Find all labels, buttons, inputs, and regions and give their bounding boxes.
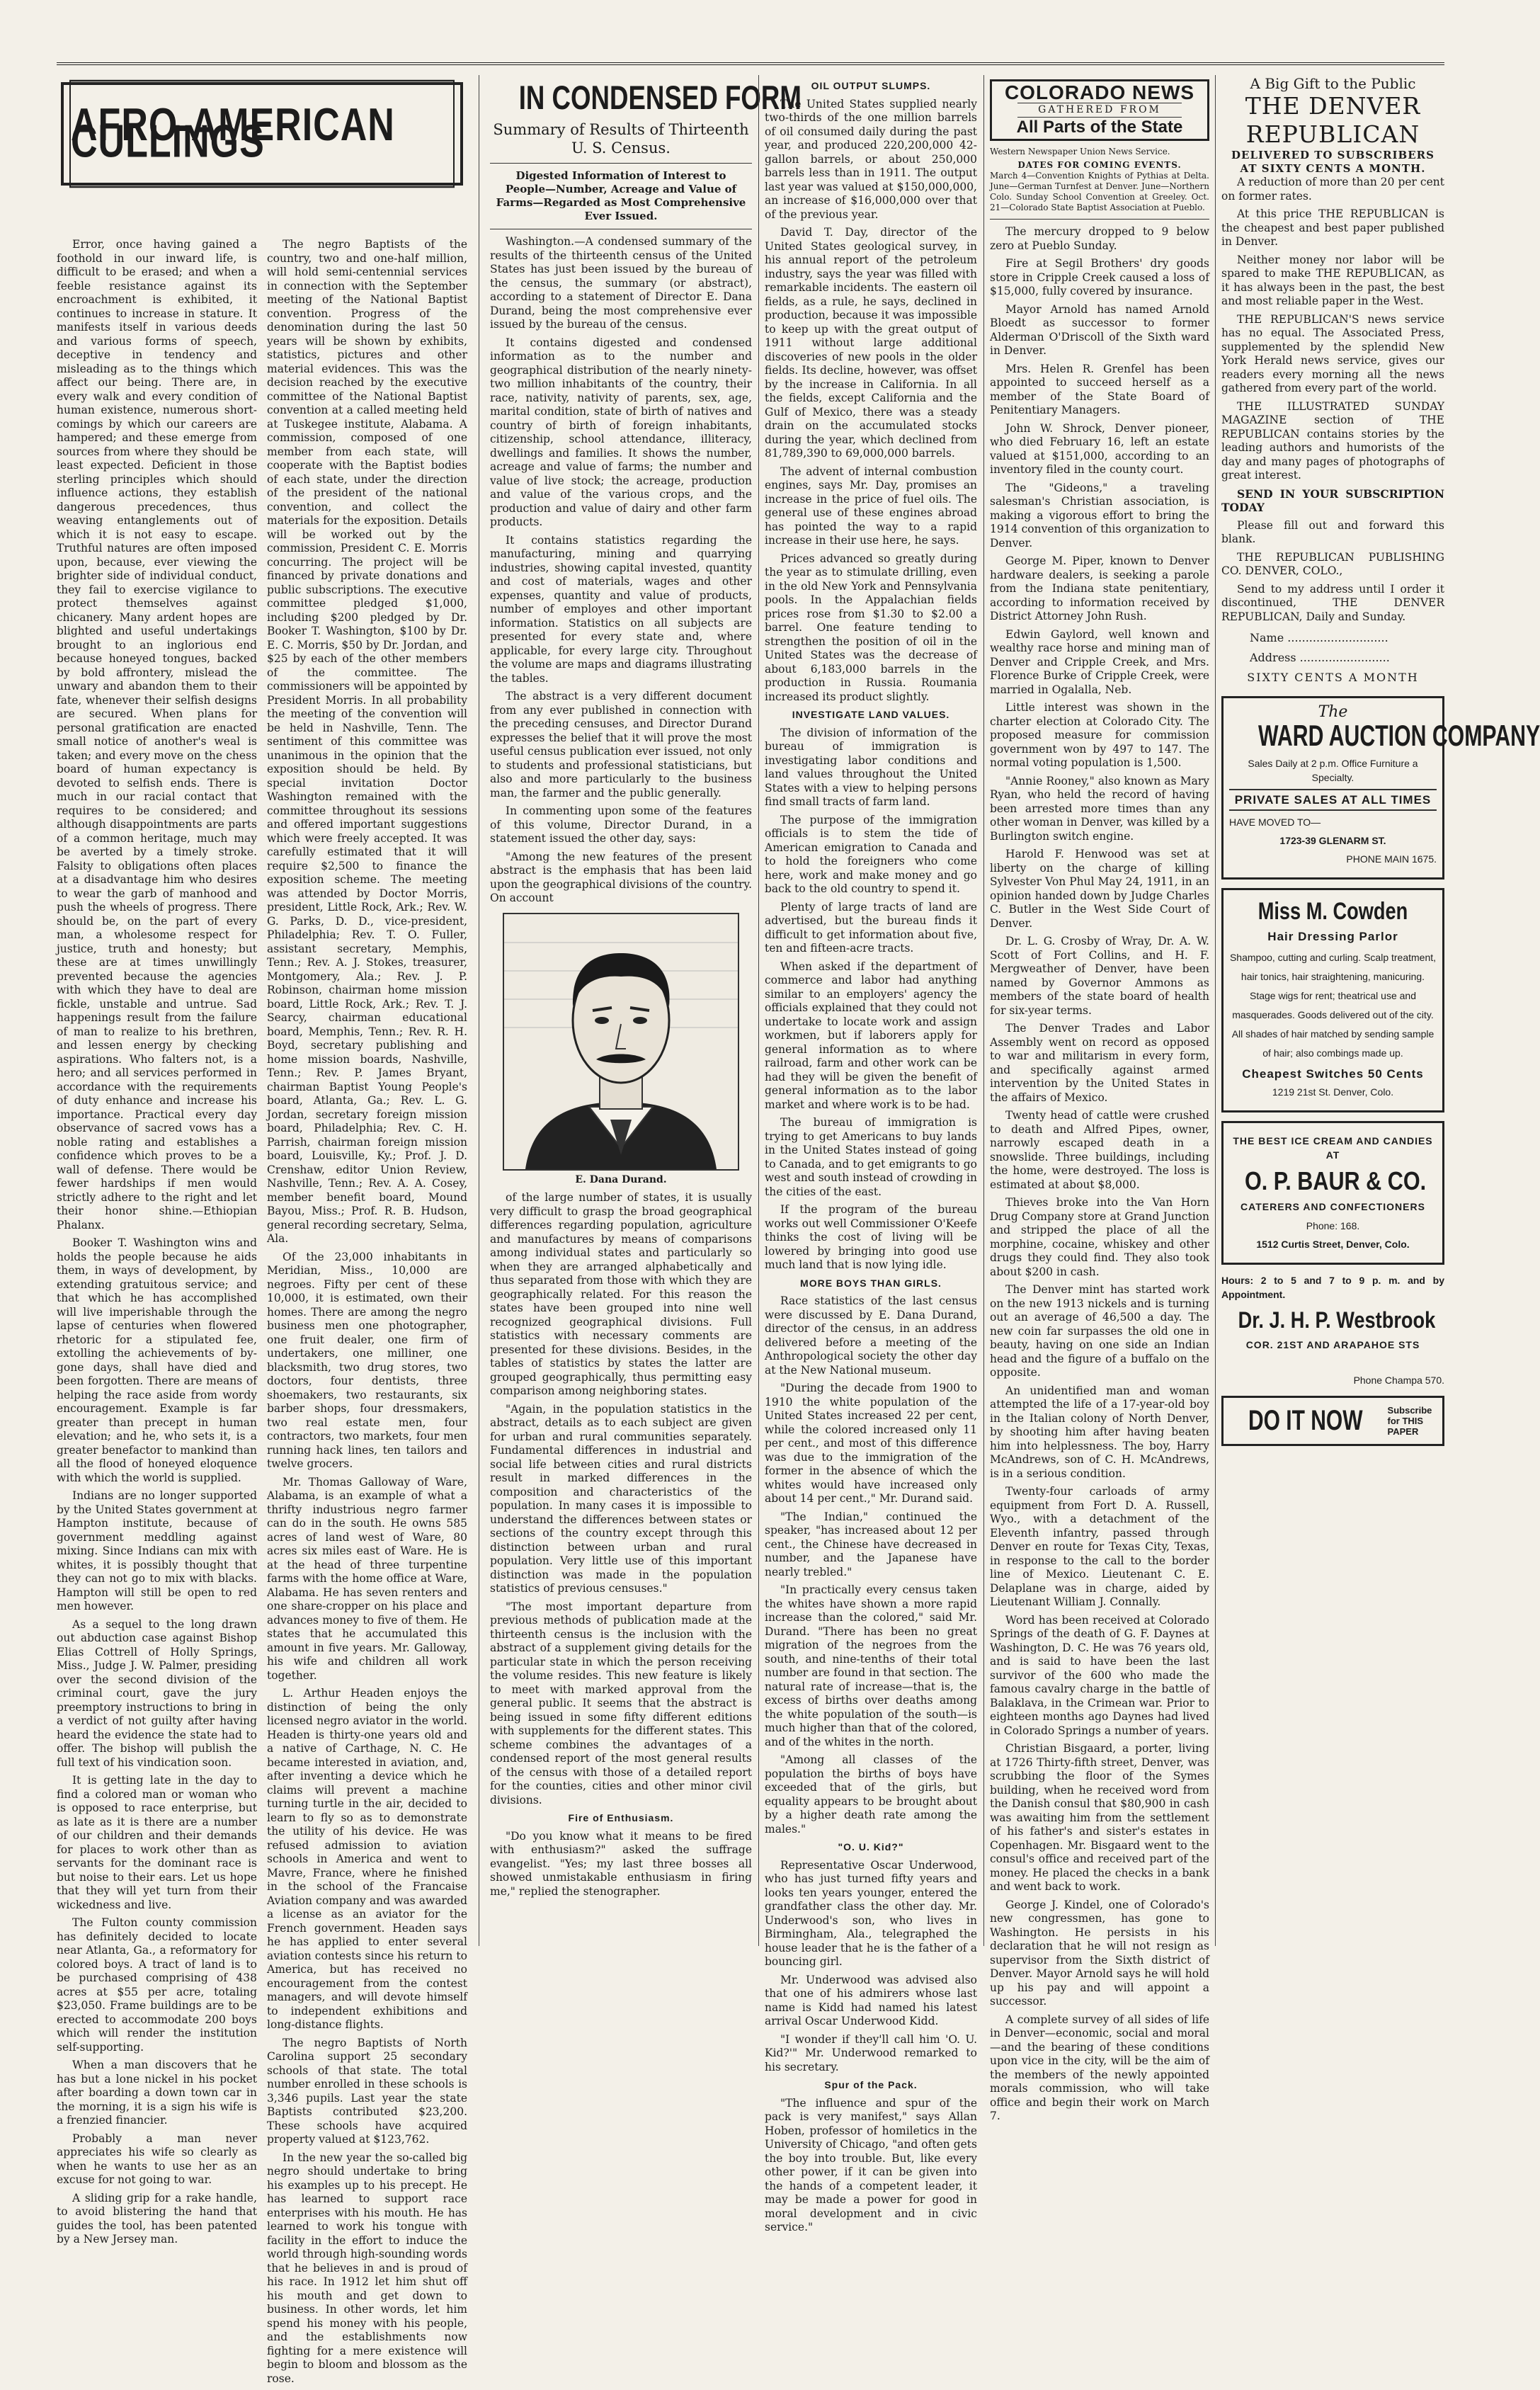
article-text: The bureau of immigration is trying to get Americans to buy lands in the United States instead of going to Canada, and to get emigrants to go west and south instead of crowding in the cities of the east. bbox=[765, 1116, 977, 1198]
masthead-box bbox=[61, 82, 463, 186]
address-field[interactable]: Address ......................... bbox=[1250, 651, 1390, 664]
article-text: Error, once having gained a foothold in our inward life, is difficult to be erased; and when a feeble resistance against its encroachment is exhibited, it continues to increase in stature. It manifests itself in various deeds and various forms of speech, deceptive in tendency and misleading as to the things which affect our being. There are, in every walk and every condition of human existence, numerous short-comings by which our careers are hampered; and these emerge from sources from where they should be least expected. Deficient in those sterling principles which should influence actions, they establish dangerous precedences, thus weaving entanglements out of which it is not easy to escape. Truthful natures are often imposed upon, because, ever viewing the brighter side of individual conduct, they fail to exercise vigilance to protect themselves against chicanery. Many ardent hopes are blighted and useful undertakings brought to an inglorious end because honeyed tongues, backed by bold affrontery, mislead the unwary and abandon them to their fate, whenever their selfish designs are secured. When plans for personal gratification are enacted small notice of another's weal is taken; and every move on the chess board of human expectancy is devoted to selfish ends. There is much in our racial contact that requires to be considered; and although disappointments are parts of a common heritage, much may be averted by a timely stroke. Falsity to obligations often places at a disadvantage him who desires to wear the garb of manhood and push the wheels of progress. There should be, on the part of every man, a wholesome respect for justice, truth and honesty; but these are at times unwillingly prevented because the agencies with which they have to deal are fickle, unstable and untrue. Sad happenings result from the failure of man to realize to his brethren, and lessen energy by checking aspirations. Who falters not, is a hero; and all services performed in accordance with the requirements of duty enhance and increase his importance. Practical every day observance of sacred vows has a noble rating and establishes a confidence which proves to be a wall of defense. There would be fewer hardships if men would strictly adhere to the right and let their honor shine.—Ethiopian Phalanx. bbox=[57, 238, 257, 1231]
portrait-caption: E. Dana Durand. bbox=[575, 1173, 667, 1185]
denver-republican-ad bbox=[1221, 75, 1444, 176]
ward-address: 1723-39 GLENARM ST. bbox=[1279, 835, 1386, 846]
news-item: Christian Bisgaard, a porter, living at 1726 Thirty-fifth street, Denver, was scrubbing the floor of the Symes building, when he received word from the Danish consul that $80,900 in cash was awaiting him from the settlement of his father's and sister's estates in Copenhagen. Mr. Bisgaard went to the consul's office and received part of the money. He placed the checks in a bank and went back to work. bbox=[990, 1742, 1209, 1893]
cowden-name: Miss M. Cowden bbox=[1257, 898, 1408, 925]
ad-text: Neither money nor labor will be spared to make THE REPUBLICAN, as it has always been in the past, the best and most reliable paper in the West. bbox=[1221, 253, 1444, 307]
section-heading: Spur of the Pack. bbox=[824, 2079, 918, 2090]
baur-name: O. P. BAUR & CO. bbox=[1244, 1166, 1427, 1195]
portrait-illustration bbox=[503, 913, 739, 1171]
baur-phone: Phone: 168. bbox=[1306, 1219, 1360, 1231]
subheadline: Summary of Results of Thirteenth U. S. Census. bbox=[493, 121, 749, 157]
ad-text: THE ILLUSTRATED SUNDAY MAGAZINE section of THE REPUBLICAN contains stories by the leading authors and humorists of the day and many pages of photographs of great interest. bbox=[1221, 399, 1444, 482]
article-text: "Do you know what it means to be fired with enthusiasm?" asked the suffrage evangelist. "Yes; my last three bosses all showed unmistakable enthusiasm in firing me," replied the stenographer. bbox=[490, 1829, 752, 1898]
gathered-from: GATHERED FROM bbox=[1017, 103, 1182, 118]
article-text: "Again, in the population statistics in the abstract, details as to each subject are given for urban and rural communities separately. Fundamental differences in industrial and social life between cities and rural districts result in marked differences in the composition and characteristics of the population. In many cases it is impossible to understand the differences between states or sections of the country except through this distinction between urban and rural population. Very little use of this important distinction was made in the population statistics of previous censuses." bbox=[490, 1402, 752, 1595]
article-text: The advent of internal combustion engines, says Mr. Day, promises an increase in the price of fuel oils. The general use of these engines abroad has pointed the way to a rapid increase in their use here, he says. bbox=[765, 465, 977, 547]
ad-text: THE REPUBLICAN'S news service has no equal. The Associated Press, supplemented by the splendid New York Herald news service, gives our readers every morning all the news gathered from every part of the world. bbox=[1221, 312, 1444, 394]
article-text: A sliding grip for a rake handle, to avoid blistering the hand that guides the tool, has been patented by a New Jersey man. bbox=[57, 2191, 257, 2246]
ad-text: Send to my address until I order it discontinued, THE DENVER REPUBLICAN, Daily and Sunday. bbox=[1221, 582, 1444, 623]
dates-box bbox=[990, 160, 1209, 213]
ward-the: The bbox=[1318, 703, 1348, 721]
column-oil-output bbox=[765, 75, 977, 2233]
portrait-icon bbox=[504, 914, 738, 1169]
do-it-now: DO IT NOW bbox=[1248, 1404, 1363, 1436]
column-colorado-news bbox=[990, 75, 1209, 2122]
column-advertisements bbox=[1221, 75, 1540, 1945]
article-text: "During the decade from 1900 to 1910 the white population of the United States increased 22 per cent, while the colored increased only 11 per cent., and most of this difference was due to the immigration of the former in the absence of which the whites would have increased only about 14 per cent.," Mr. Durand said. bbox=[765, 1382, 977, 1505]
newspaper-page bbox=[57, 62, 1540, 2385]
masthead-title: AFRO-AMERICAN CULLINGS bbox=[69, 80, 455, 188]
column-afro-american bbox=[57, 75, 467, 2385]
article-text: The division of information of the bureau of immigration is investigating labor conditions and land values throughout the United States with a view to helping persons find small tracts of farm land. bbox=[765, 726, 977, 808]
colorado-news-title: COLORADO NEWS bbox=[1004, 81, 1195, 103]
divider bbox=[490, 163, 752, 164]
article-text: The abstract is a very different document from any ever published in connection with the preceding censuses, and Director Durand expresses the belief that it will prove the most useful census publication ever issued, not only to students and professional statisticians, but also and more particularly to the business man, the farmer and the public generally. bbox=[490, 690, 752, 799]
news-item: Thieves broke into the Van Horn Drug Company store at Grand Junction and stripped the place of all the morphine, cocaine, whiskey and other drugs they could find. They also took about $200 in cash. bbox=[990, 1196, 1209, 1278]
section-heading: OIL OUTPUT SLUMPS. bbox=[811, 80, 931, 91]
address-label: Address bbox=[1250, 651, 1296, 664]
news-service: Western Newspaper Union News Service. bbox=[990, 146, 1170, 157]
news-item: The "Gideons," a traveling salesman's Christian association, is making a vigorous effort to bring the 1914 convention of this organization to Denver. bbox=[990, 481, 1209, 550]
ad-text: A reduction of more than 20 per cent on former rates. bbox=[1221, 176, 1444, 203]
article-text: It contains digested and condensed information as to the number and geographical distribution of the nearly ninety-two million inhabitants of the country, their race, nativity, nativity of parents, sex, age, marital condition, state of birth of natives and country of birth of foreign inhabitants, citizenship, school attendance, illiteracy, dwellings and families. It shows the number, acreage and value of farms; the number and value of live stock; the acreage, production and value of the various crops, and the production and value of dairy and other farm products. bbox=[490, 336, 752, 528]
subscription-form bbox=[1221, 628, 1444, 688]
ward-sales: Sales Daily at 2 p.m. Office Furniture a Specialty. bbox=[1248, 757, 1418, 783]
article-text: When asked if the department of commerce and labor had anything similar to an employers' agency the officials explained that they could not undertake to locate work and assign workmen, but if laborers apply for general information as to where railroad, farm and other work can be had they will be given the benefit of general information as to the labor market and where work is to be had. bbox=[765, 960, 977, 1111]
news-item: Mayor Arnold has named Arnold Bloedt as successor to former Alderman O'Driscoll of the Sixth ward in Denver. bbox=[990, 302, 1209, 357]
article-text: "The Indian," continued the speaker, "has increased about 12 per cent., the Chinese have decreased in number, and the Japanese have nearly trebled." bbox=[765, 1510, 977, 1578]
baur-address: 1512 Curtis Street, Denver, Colo. bbox=[1256, 1238, 1410, 1250]
do-it-now-ad bbox=[1221, 1396, 1444, 1446]
article-text: In the new year the so-called big negro should undertake to bring his examples up to his precept. He has learned to support race enterprises with his mouth. He has learned to work his tongue with facility in the effort to induce the world through high-sounding words that he believes in and is proud of his race. In 1912 let him shut off his mouth and get down to business. In other words, let him spend his money with his people, and the establishments now fighting for a mere existence will begin to bloom and blossom as the rose. bbox=[267, 2151, 467, 2385]
news-item: The mercury dropped to 9 below zero at Pueblo Sunday. bbox=[990, 225, 1209, 252]
westbrook-hours: Hours: 2 to 5 and 7 to 9 p. m. and by Appointment. bbox=[1221, 1274, 1444, 1300]
baur-ad bbox=[1221, 1121, 1444, 1265]
article-text: Of the 23,000 inhabitants in Meridian, Miss., 10,000 are negroes. Fifty per cent of these 10,000, it is estimated, own their homes. There are among the negro business men one photographer, one fruit dealer, one firm of undertakers, one milliner, one blacksmith, two drug stores, two doctors, four dentists, three shoemakers, two restaurants, six barber shops, four dressmakers, two real estate men, four contractors, two markets, four men running hack lines, ten tailors and twelve grocers. bbox=[267, 1250, 467, 1470]
news-item: An unidentified man and woman attempted the life of a 17-year-old boy in the Italian colony of North Denver, by shooting him after having beaten him into helplessness. The boy, Harry McAndrews, son of C. H. McAndrews, is in a serious condition. bbox=[990, 1384, 1209, 1480]
section-heading: INVESTIGATE LAND VALUES. bbox=[792, 709, 950, 720]
cowden-ad bbox=[1221, 888, 1444, 1113]
article-text: Mr. Thomas Galloway of Ware, Alabama, is an example of what a thrifty industrious negro farmer can do in the south. He owns 585 acres of land west of Ware, 80 acres six miles east of Ware. He is at the head of three turpentine farms with the home office at Ware, Alabama. He has seven renters and one share-cropper on his place and advances money to five of them. He states that he accumulated this amount in five years. Mr. Galloway, his wife and children all work together. bbox=[267, 1475, 467, 1682]
westbrook-ad bbox=[1221, 1273, 1444, 1388]
section-heading: "O. U. Kid?" bbox=[838, 1841, 904, 1853]
article-text: Washington.—A condensed summary of the results of the thirteenth census of the United States has just been issued by the bureau of the census, the summary (or abstract), according to a statement of Director E. Dana Durand, being the most comprehensive ever issued by the bureau of the census. bbox=[490, 235, 752, 331]
article-text: Representative Oscar Underwood, who has just turned fifty years and looks ten years younger, entered the grandfather class the other day. Mr. Underwood's son, who lives in Birmingham, Ala., telegraphed the house leader that he is the father of a bouncing girl. bbox=[765, 1858, 977, 1968]
article-text: Plenty of large tracts of land are advertised, but the bureau finds it difficult to get information about five, ten and fifteen-acre tracts. bbox=[765, 900, 977, 955]
cowden-address: 1219 21st St. Denver, Colo. bbox=[1272, 1086, 1394, 1098]
subscribe-text: Subscribe for THIS PAPER bbox=[1387, 1405, 1432, 1437]
news-item: John W. Shrock, Denver pioneer, who died February 16, left an estate valued at $151,000, according to an inventory filed in the county court. bbox=[990, 421, 1209, 476]
column-divider bbox=[758, 75, 759, 1946]
news-item: Fire at Segil Brothers' dry goods store in Cripple Creek caused a loss of $15,000, fully covered by insurance. bbox=[990, 257, 1209, 297]
colorado-news-header bbox=[990, 79, 1209, 141]
news-item: Little interest was shown in the charter election at Colorado City. The proposed measure for commission government won by 497 to 147. The normal voting population is 1,500. bbox=[990, 701, 1209, 769]
section-heading: Fire of Enthusiasm. bbox=[568, 1812, 674, 1823]
column-divider bbox=[1215, 75, 1216, 1946]
article-text: Probably a man never appreciates his wife so clearly as when he wants to use her as an excuse for not going to war. bbox=[57, 2132, 257, 2186]
article-text: of the large number of states, it is usually very difficult to grasp the broad geographical differences regarding population, agriculture and manufactures by means of comparisons among individual states and particularly so when they are arranged alphabetically and thus separated from those with which they are geographically related. For this reason the states have been grouped into nine well recognized geographical divisions. Full statistics with necessary comments are presented for these divisions. Besides, in the tables of statistics by states the latter are grouped geographically, thus permitting easy comparison among neighboring states. bbox=[490, 1191, 752, 1397]
article-text: David T. Day, director of the United States geological survey, in his annual report of the petroleum industry, says the year was filled with remarkable incidents. The eastern oil fields, as a rule, he says, declined in production, because it was impossible to keep up with the great output of 1911 without large additional discoveries of new pools in the older fields. Its decline, however, was offset by the increase in California. In all the fields, except California and the Gulf of Mexico, there was a steady drain on the accumulated stocks during the year, which declined from 81,789,390 to 69,000,000 barrels. bbox=[765, 226, 977, 460]
article-text: Mr. Underwood was advised also that one of his admirers whose last name is Kidd had named his latest arrival Oscar Underwood Kidd. bbox=[765, 1973, 977, 2027]
baur-top: THE BEST ICE CREAM AND CANDIES AT bbox=[1233, 1135, 1433, 1161]
ward-auction-ad bbox=[1221, 696, 1540, 880]
ward-moved: HAVE MOVED TO— bbox=[1229, 816, 1321, 828]
article-text: The purpose of the immigration officials is to stem the tide of American emigration to Canada and to hold the foreigners who come here, work and make money and go back to the old country to spend it. bbox=[765, 813, 977, 895]
article-text: Race statistics of the last census were discussed by E. Dana Durand, director of the census, in an address delivered before a meeting of the Anthropological society the other day at the New National museum. bbox=[765, 1294, 977, 1377]
news-item: The Denver Trades and Labor Assembly went on record as opposed to war and militarism in every form, and specifically against armed intervention by the United States in the affairs of Mexico. bbox=[990, 1022, 1209, 1104]
ward-name: WARD AUCTION COMPANY bbox=[1258, 718, 1540, 752]
article-text: "The influence and spur of the pack is very manifest," says Allan Hoben, professor of homiletics in the University of Chicago, "and often gets the boy into trouble. But, like every other power, if it can be given into the hands of a competent leader, it may be made a power for good in moral development and in civic service." bbox=[765, 2096, 977, 2233]
section-heading: MORE BOYS THAN GIRLS. bbox=[800, 1277, 942, 1289]
news-item: Mrs. Helen R. Grenfel has been appointed to succeed herself as a member of the State Board of Penitentiary Managers. bbox=[990, 362, 1209, 416]
article-text: Prices advanced so greatly during the year as to stimulate drilling, even in the old New York and Pennsylvania pools. In the Appalachian fields prices rose from $1.30 to $2.00 a barrel. One feature tending to strengthen the position of oil in the United States was the decrease of about 6,183,000 barrels in the production in Russia. Roumania increased its product slightly. bbox=[765, 552, 977, 703]
westbrook-phone: Phone Champa 570. bbox=[1353, 1375, 1444, 1386]
dates-title: DATES FOR COMING EVENTS. bbox=[1017, 160, 1182, 170]
article-text: "The most important departure from previous methods of publication made at the thirteenth census is the inclusion with the abstract of a supplement giving details for the particular state in which the person receiving the volume resides. This new feature is likely to meet with marked approval from the general public. It seems that the abstract is being issued in some fifty different editions with supplements for the different states. This scheme combines the advantages of a condensed report of the most general results of the census with those of a detailed report for the counties, cities and other minor civil divisions. bbox=[490, 1600, 752, 1806]
deck: Digested Information of Interest to People—Number, Acreage and Value of Farms—Regarded as Most Comprehensive Ever Issued. bbox=[496, 169, 746, 222]
article-text: Booker T. Washington wins and holds the people because he aids them, in ways of development, by extending gratuitous service; and that which he has accomplished will live imperishable through the lapse of centuries when flowered rhetoric for a stipulated fee, extolling the achievements of by-gone days, shall have died and been forgotten. There are means of helping the race aside from wordy encouragement. Example is far greater than precept in human elevation; and he, who sets it, is a greater benefactor to mankind than all the flood of honeyed eloquence with which the world is supplied. bbox=[57, 1236, 257, 1484]
delivery-line: DELIVERED TO SUBSCRIBERS AT SIXTY CENTS A MONTH. bbox=[1231, 149, 1435, 175]
article-text: "Among the new features of the present abstract is the emphasis that has been laid upon the geographical divisions of the country. On account bbox=[490, 850, 752, 904]
news-item: Harold F. Henwood was set at liberty on the charge of killing Sylvester Von Phul May 24, 1911, in an opinion handed down by Judge Charles C. Butler in the West Side Court of Denver. bbox=[990, 848, 1209, 930]
news-item: George M. Piper, known to Denver hardware dealers, is seeking a parole from the Indiana state penitentiary, according to information received by District Attorney John Rush. bbox=[990, 554, 1209, 622]
article-text: When a man discovers that he has but a lone nickel in his pocket after boarding a down town car in the morning, it is a sign his wife is a frenzied financier. bbox=[57, 2059, 257, 2127]
top-rule bbox=[57, 62, 1444, 65]
news-item: A complete survey of all sides of life in Denver—economic, social and moral—and the bearing of these conditions upon vice in the city, will be the aim of the members of the newly appointed morals commission, who will take office and begin their work on March 7. bbox=[990, 2013, 1209, 2122]
article-text: "In practically every census taken the whites have shown a more rapid increase than the colored," said Mr. Durand. "There has been no great migration of the negroes from the south, and nine-tenths of their total number are found in that section. The natural rate of increase—that is, the excess of births over deaths among the white population of the south—is much higher than that of the colored, and of the whites in the north. bbox=[765, 1583, 977, 1748]
paper-name: THE DENVER REPUBLICAN bbox=[1245, 92, 1421, 148]
ward-private: PRIVATE SALES AT ALL TIMES bbox=[1229, 789, 1437, 812]
name-label: Name bbox=[1250, 631, 1284, 644]
cullings-left bbox=[57, 238, 257, 2251]
article-text: In commenting upon some of the features of this volume, Director Durand, in a statement issued the other day, says: bbox=[490, 804, 752, 845]
westbrook-name: Dr. J. H. P. Westbrook bbox=[1238, 1307, 1436, 1333]
ad-text: At this price THE REPUBLICAN is the cheapest and best paper published in Denver. bbox=[1221, 207, 1444, 248]
article-text: The negro Baptists of the country, two and one-half million, will hold semi-centennial services in connection with the September meeting of the National Baptist convention. Progress of the denomination during the last 50 years will be shown by exhibits, statistics, pictures and other material evidences. This was the decision reached by the executive committee of the National Baptist convention at a called meeting held at Tuskegee institute, Alabama. A commission, composed of one member from each state, will cooperate with the Baptist bodies of each state, under the direction of the president of the national convention, and collect the materials for the exposition. Details will be worked out by the commission, President C. E. Morris concurring. The project will be financed by private donations and public subscriptions. The executive committee pledged $1,000, including $200 pledged by Dr. Booker T. Washington, $100 by Dr. E. C. Morris, $50 by Dr. Jordan, and $25 by each of the other members of the committee. The commissioners will be appointed by President Morris. In all probability the meeting of the convention will be held in Nashville, Tenn. The sentiment of this committee was unanimous in the opinion that the exposition should be held. By special invitation Doctor Washington remained with the committee throughout its sessions and offered important suggestions which were freely accepted. It was carefully estimated that it will require $2,500 to finance the exposition scheme. The meeting was attended by Doctor Morris, president, Little Rock, Ark.; Rev. W. G. Parks, D. D., vice-president, Philadelphia; Rev. T. O. Fuller, assistant secretary, Memphis, Tenn.; Rev. A. J. Stokes, treasurer, Montgomery, Ala.; Rev. J. P. Robinson, chairman home mission board, Little Rock, Ark.; Rev. T. J. Searcy, chairman educational board, Memphis, Tenn.; Rev. R. H. Boyd, secretary publishing and home mission boards, Nashville, Tenn.; Rev. P. James Bryant, chairman Baptist Young People's board, Atlanta, Ga.; Rev. L. G. Jordan, secretary foreign mission board, Philadelphia; Rev. C. H. Parrish, chairman foreign mission board, Louisville, Ky.; Prof. J. D. Crenshaw, editor Union Review, Nashville, Tenn.; Rev. A. A. Cosey, member benefit board, Mound Bayou, Miss.; Prof. R. B. Hudson, general recording secretary, Selma, Ala. bbox=[267, 238, 467, 1245]
article-text: The Fulton county commission has definitely decided to locate near Atlanta, Ga., a reformatory for colored boys. A tract of land is to be purchased comprising of 438 acres at $55 per acre, totaling $23,050. Frame buildings are to be erected to accommodate 200 boys which will render the institution self-supporting. bbox=[57, 1916, 257, 2054]
cowden-body: Shampoo, cutting and curling. Scalp treatment, hair tonics, hair straightening, manicuring. Stage wigs for rent; theatrical use and masquerades. Goods delivered out of the city. All shades of hair matched by sending sample of hair; also combings made up. bbox=[1229, 951, 1437, 1059]
gift-line: A Big Gift to the Public bbox=[1250, 75, 1416, 92]
news-item: George J. Kindel, one of Colorado's new congressmen, has gone to Washington. He persists in his declaration that he will not resign as supervisor from the Sixth district of Denver. Mayor Arnold says he will hold up his pay and will appoint a successor. bbox=[990, 1898, 1209, 2008]
news-item: Dr. L. G. Crosby of Wray, Dr. A. W. Scott of Fort Collins, and H. F. Mergweather of Denver, have been named by Governor Ammons as members of the state board of health for six-year terms. bbox=[990, 935, 1209, 1017]
dates-list: March 4—Convention Knights of Pythias at Delta. June—German Turnfest at Denver. June—Northern Colo. Sunday School Convention at Greeley. Oct. 21—Colorado State Baptist Association at Pueblo. bbox=[990, 171, 1209, 212]
news-item: Edwin Gaylord, well known and wealthy race horse and mining man of Denver and Cripple Creek, and Mrs. Florence Burke of Cripple Creek, were married in Ogalalla, Neb. bbox=[990, 627, 1209, 696]
article-text: As a sequel to the long drawn out abduction case against Bishop Elias Cottrell of Holly Springs, Miss., Judge J. W. Palmer, presiding over the second division of the criminal court, gave the jury preemptory instructions to bring in a verdict of not guilty after having heard the evidence the state had to offer. The bishop will publish the full text of his vindication soon. bbox=[57, 1617, 257, 1769]
headline: IN CONDENSED FORM bbox=[518, 79, 802, 116]
cowden-sub: Hair Dressing Parlor bbox=[1267, 930, 1398, 943]
all-parts: All Parts of the State bbox=[1016, 118, 1183, 137]
westbrook-cor: COR. 21ST AND ARAPAHOE STS bbox=[1245, 1338, 1420, 1350]
cowden-switches: Cheapest Switches 50 Cents bbox=[1242, 1066, 1424, 1081]
news-item: Twenty-four carloads of army equipment from Fort D. A. Russell, Wyo., with a detachment of the Eleventh infantry, passed through Denver en route for Texas City, Texas, in response to the call to the border line of Mexico. Lieutenant C. E. Delaplane was in charge, aided by Lieutenant William J. Connally. bbox=[990, 1485, 1209, 1608]
article-text: It is getting late in the day to find a colored man or woman who is opposed to race enterprise, but as late as it is there are a number of our children and their demands for places to work other than as servants for the dominant race is but noise to their ears. Let us hope that they will yet turn from their wickedness and live. bbox=[57, 1774, 257, 1911]
article-text: "I wonder if they'll call him 'O. U. Kid?'" Mr. Underwood remarked to his secretary. bbox=[765, 2032, 977, 2073]
article-text: Indians are no longer supported by the United States government at Hampton institute, because of government meddling against mixing. Since Indians can mix with whites, it is possibly thought that they can not go to mix with blacks. Hampton will still be open to red men however. bbox=[57, 1489, 257, 1612]
column-divider bbox=[983, 75, 984, 1946]
article-text: The negro Baptists of North Carolina support 25 secondary schools of that state. The total number enrolled in these schools is 3,346 pupils. Last year the state Baptists contributed $23,200. These schools have acquired property valued at $123,762. bbox=[267, 2036, 467, 2146]
news-item: Twenty head of cattle were crushed to death and Alfred Pipes, owner, narrowly escaped death in a snowslide. Three buildings, including the home, were destroyed. The loss is estimated at about $8,000. bbox=[990, 1109, 1209, 1191]
ad-text: SEND IN YOUR SUBSCRIPTION TODAY bbox=[1221, 486, 1444, 514]
divider bbox=[990, 219, 1209, 220]
baur-caterers: CATERERS AND CONFECTIONERS bbox=[1240, 1201, 1425, 1212]
name-field[interactable]: Name ............................ bbox=[1250, 631, 1388, 644]
article-text: If the program of the bureau works out well Commissioner O'Keefe thinks the cost of living will be lowered by bringing into good use much land that is now lying idle. bbox=[765, 1203, 977, 1271]
article-text: The United States supplied nearly two-thirds of the one million barrels of oil consumed daily during the past year, and produced 220,200,000 42-gallon barrels, or about 250,000 barrels less than in 1911. The output last year was valued at $150,000,000, an increase of $16,000,000 over that of the previous year. bbox=[765, 97, 977, 221]
cullings-right bbox=[267, 238, 467, 2390]
article-text: It contains statistics regarding the manufacturing, mining and quarrying industries, showing capital invested, quantity and cost of materials, wages and other expenses, quantity and value of products, number of employes and other important information. Statistics on all subjects are presented for every state and, where applicable, for every large city. Throughout the volume are maps and diagrams illustrating the tables. bbox=[490, 533, 752, 685]
ad-text: Please fill out and forward this blank. bbox=[1221, 518, 1444, 545]
news-item: Word has been received at Colorado Springs of the death of G. F. Daynes at Washington, D. C. He was 76 years old, and is said to have been the last survivor of the 600 who made the famous cavalry charge in the battle of Balaklava, in the Crimean war. Prior to eighteen months ago Daynes had lived in Colorado Springs a number of years. bbox=[990, 1613, 1209, 1737]
news-item: "Annie Rooney," also known as Mary Ryan, who held the record of having been arrested more times than any other woman in Denver, was killed by a Burlington switch engine. bbox=[990, 774, 1209, 843]
ward-phone: PHONE MAIN 1675. bbox=[1346, 853, 1437, 865]
article-text: "Among all classes of the population the births of boys have exceeded that of the girls, but equality appears to be brought about by a higher death rate among the males." bbox=[765, 1753, 977, 1836]
news-item: The Denver mint has started work on the new 1913 nickels and is turning out an average of 46,500 a day. The new coin far surpasses the old one in beauty, having on one side an Indian head and the figure of a buffalo on the opposite. bbox=[990, 1283, 1209, 1379]
column-condensed-form bbox=[490, 75, 802, 1945]
ad-text: THE REPUBLICAN PUBLISHING CO. DENVER, COLO., bbox=[1221, 550, 1444, 577]
sixty-cents: SIXTY CENTS A MONTH bbox=[1247, 671, 1419, 684]
article-text: L. Arthur Headen enjoys the distinction of being the only licensed negro aviator in the world. Headen is thirty-one years old and a native of Carthage, N. C. He became interested in aviation, and, after inventing a device which he claims will prevent a machine turning turtle in the air, decided to learn to fly so as to demonstrate the utility of his device. He was refused admission to aviation schools in America and went to Mavre, France, where he finished in the school of the Francaise Aviation company and was awarded a license as an aviator for the French government. Headen says he has applied to enter several aviation contests since his return to America, but has received no encouragement from the contest managers, and will devote himself to independent exhibitions and long-distance flights. bbox=[267, 1687, 467, 2031]
